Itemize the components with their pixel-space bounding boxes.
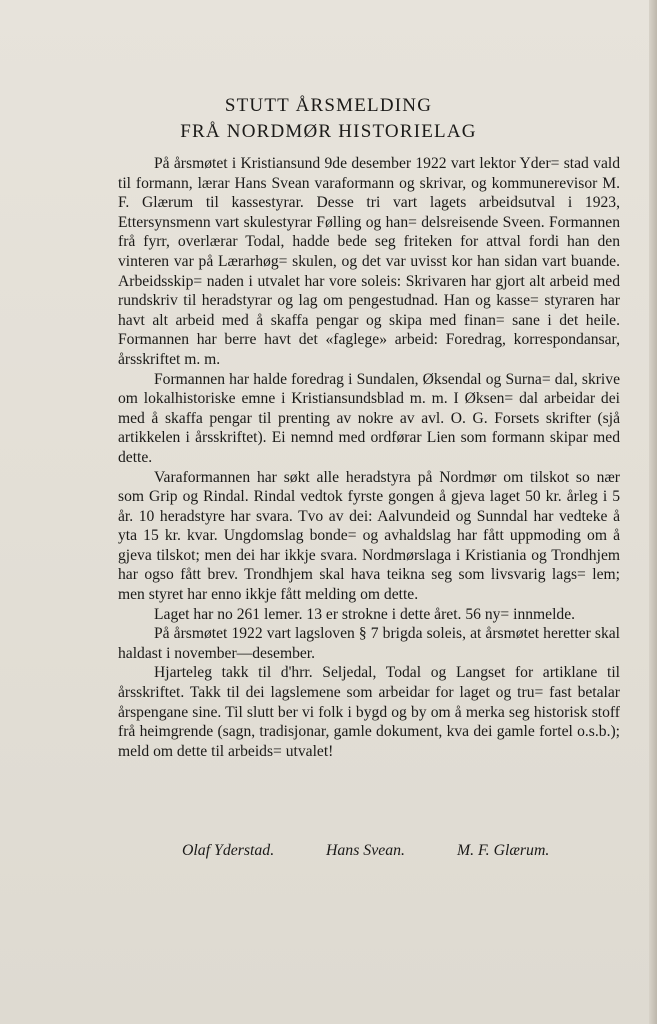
report-body bbox=[118, 154, 620, 761]
title-line-1: STUTT ÅRSMELDING bbox=[224, 95, 433, 116]
page-edge bbox=[649, 0, 657, 1024]
paragraph-2: Formannen har halde foredrag i Sundalen, Øksendal og Surna= dal, skrive om lokalhistoriske emne i Kristiansundsblad m. m. I Øksen= dal arbeidar dei med å skaffa pengar til prenting av nokre av avl. O. G. Forsets skrifter (sjå artikkelen i årsskriftet). Ei nemnd med ordførar Lien som formann skipar med dette. bbox=[118, 370, 620, 466]
signature-3: M. F. Glærum. bbox=[457, 842, 550, 859]
paragraph-5: På årsmøtet 1922 vart lagsloven § 7 brigda soleis, at årsmøtet heretter skal haldast i november—desember. bbox=[118, 625, 620, 662]
paragraph-4: Laget har no 261 lemer. 13 er strokne i dette året. 56 ny= innmelde. bbox=[154, 605, 576, 623]
signature-2: Hans Svean. bbox=[326, 842, 405, 859]
title-line-2: FRÅ NORDMØR HISTORIELAG bbox=[180, 121, 477, 142]
paragraph-1: På årsmøtet i Kristiansund 9de desember 1922 vart lektor Yder= stad vald til formann, lærar Hans Svean varaformann og skrivar, og kommunerevisor M. F. Glærum til kassestyrar. Desse tri vart lagets arbeidsutval i 1923, Ettersynsmenn vart skulestyrar Følling og han= delsreisende Sveen. Formannen frå fyrr, overlærar Todal, hadde bede seg friteken for attval fordi han den vinteren var på Lærarhøg= skulen, og det var uvisst kor han sidan vart buande. Arbeidsskip= naden i utvalet har vore soleis: Skrivaren har gjort alt arbeid med rundskriv til heradstyrar og lag om pengestudnad. Han og kasse= styraren har havt alt arbeid med å skaffa pengar og skipa med finan= sane i det heile. Formannen har berre havt det «faglege» arbeid: Foredrag, korrespondansar, årsskriftet m. m. bbox=[118, 155, 620, 368]
report-title bbox=[0, 93, 657, 145]
paragraph-3: Varaformannen har søkt alle heradstyra på Nordmør om tilskot so nær som Grip og Rindal. Rindal vedtok fyrste gongen å gjeva laget 50 kr. årleg i 5 år. 10 heradstyre har svara. Tvo av dei: Aalvundeid og Sunndal har vedteke å yta 15 kr. kvar. Ungdomslag bonde= og avhaldslag har fått uppmoding om å gjeva tilskot; men dei har ikkje svara. Nordmørslaga i Kristiania og Trondhjem har ogso fått brev. Trondhjem skal hava teikna seg som livsvarig lags= lem; men styret har enno ikkje fått melding om dette. bbox=[118, 468, 620, 604]
signature-1: Olaf Yderstad. bbox=[182, 842, 275, 859]
paragraph-6: Hjarteleg takk til d'hrr. Seljedal, Todal og Langset for artiklane til årsskriftet. Takk til dei lagslemene som arbeidar for laget og tru= fast betalar årspengane sine. Til slutt ber vi folk i bygd og by om å merka seg historisk stoff frå heimgrende (sagn, tradisjonar, gamle dokument, kva dei gamle fortel o.s.b.); meld om dette til arbeids= utvalet! bbox=[118, 664, 620, 760]
